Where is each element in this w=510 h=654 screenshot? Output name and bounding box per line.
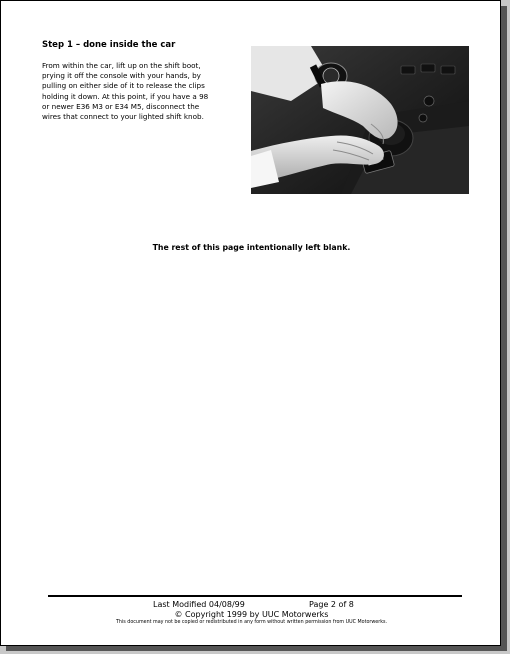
- step-body-line: prying it off the console with your hands, by: [42, 71, 201, 81]
- page-number: Page 2 of 8: [309, 600, 354, 609]
- blank-page-note: The rest of this page intentionally left blank.: [152, 243, 351, 252]
- page-shadow-bottom: [6, 646, 507, 651]
- last-modified: Last Modified 04/08/99: [153, 600, 245, 609]
- step-body-line: wires that connect to your lighted shift knob.: [42, 112, 204, 122]
- page-shadow-right: [501, 6, 507, 650]
- shift-boot-photo: [251, 46, 469, 194]
- redistribution-notice: This document may not be copied or redistributed in any form without written permission from UUC Motorwerks.: [115, 620, 388, 625]
- step-body-line: holding it down. At this point, if you have a 98: [42, 91, 209, 101]
- step-title: Step 1 – done inside the car: [42, 40, 176, 50]
- footer-divider: [48, 595, 462, 597]
- footer-meta: [153, 600, 354, 609]
- step-body-line: or newer E36 M3 or E34 M5, disconnect the: [42, 101, 200, 111]
- step-body-line: From within the car, lift up on the shift boot,: [42, 61, 201, 70]
- copyright-line: © Copyright 1999 by UUC Motorwerks: [174, 610, 329, 619]
- step-body-line: pulling on either side of it to release the clips: [42, 81, 205, 91]
- step-body: [42, 61, 247, 122]
